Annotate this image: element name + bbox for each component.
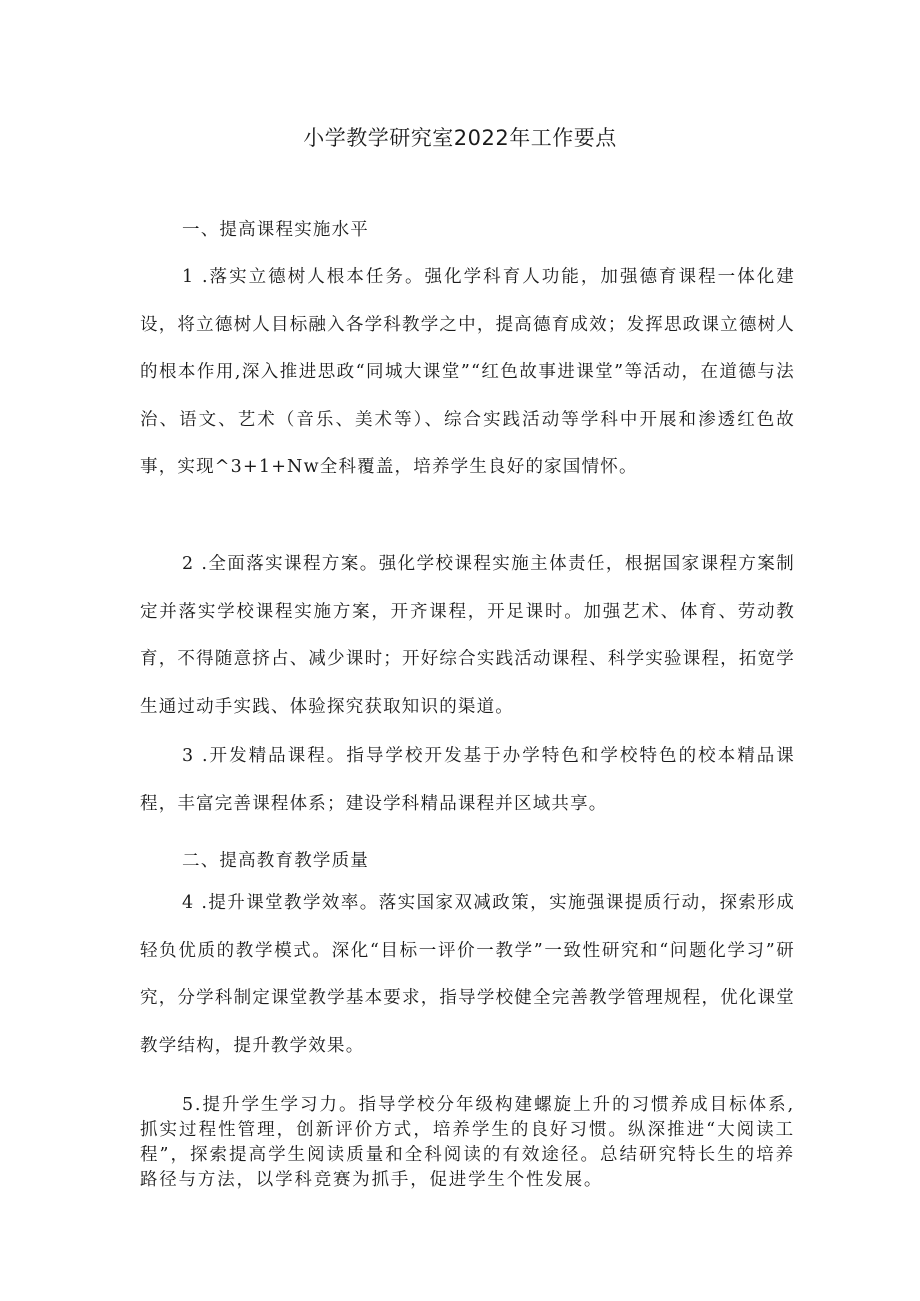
- paragraph-item-2: 2 .全面落实课程方案。强化学校课程实施主体责任，根据国家课程方案制定并落实学校课程实施方案，开齐课程，开足课时。加强艺术、体育、劳动教育，不得随意挤占、减少课时；开好综合实践活动课程、科学实验课程，拓宽学生通过动手实践、体验探究获取知识的渠道。: [140, 554, 795, 717]
- document-title: 小学教学研究室2022年工作要点: [303, 126, 617, 150]
- paragraph-item-3: 3 .开发精品课程。指导学校开发基于办学特色和学校特色的校本精品课程，丰富完善课程体系；建设学科精品课程并区域共享。: [140, 746, 795, 814]
- section-heading-2: 二、提高教育教学质量: [182, 851, 369, 871]
- paragraph-item-1: 1 .落实立德树人根本任务。强化学科育人功能，加强德育课程一体化建设，将立德树人目标融入各学科教学之中，提高德育成效；发挥思政课立德树人的根本作用,深入推进思政“同城大课堂”“红色故事进课堂”等活动，在道德与法治、语文、艺术（音乐、美术等）、综合实践活动等学科中开展和渗透红色故事，实现^3+1+Nw全科覆盖，培养学生良好的家国情怀。: [140, 267, 795, 477]
- paragraph-item-4: 4 .提升课堂教学效率。落实国家双减政策，实施强课提质行动，探索形成轻负优质的教学模式。深化“目标一评价一教学”一致性研究和“问题化学习”研究，分学科制定课堂教学基本要求，指导学校健全完善教学管理规程，优化课堂教学结构，提升教学效果。: [140, 893, 795, 1056]
- paragraph-item-5: 5.提升学生学习力。指导学校分年级构建螺旋上升的习惯养成目标体系,抓实过程性管理，创新评价方式，培养学生的良好习惯。纵深推进“大阅读工程”，探索提高学生阅读质量和全科阅读的有效途径。总结研究特长生的培养路径与方法，以学科竞赛为抓手，促进学生个性发展。: [140, 1095, 795, 1190]
- section-heading-1: 一、提高课程实施水平: [182, 220, 369, 240]
